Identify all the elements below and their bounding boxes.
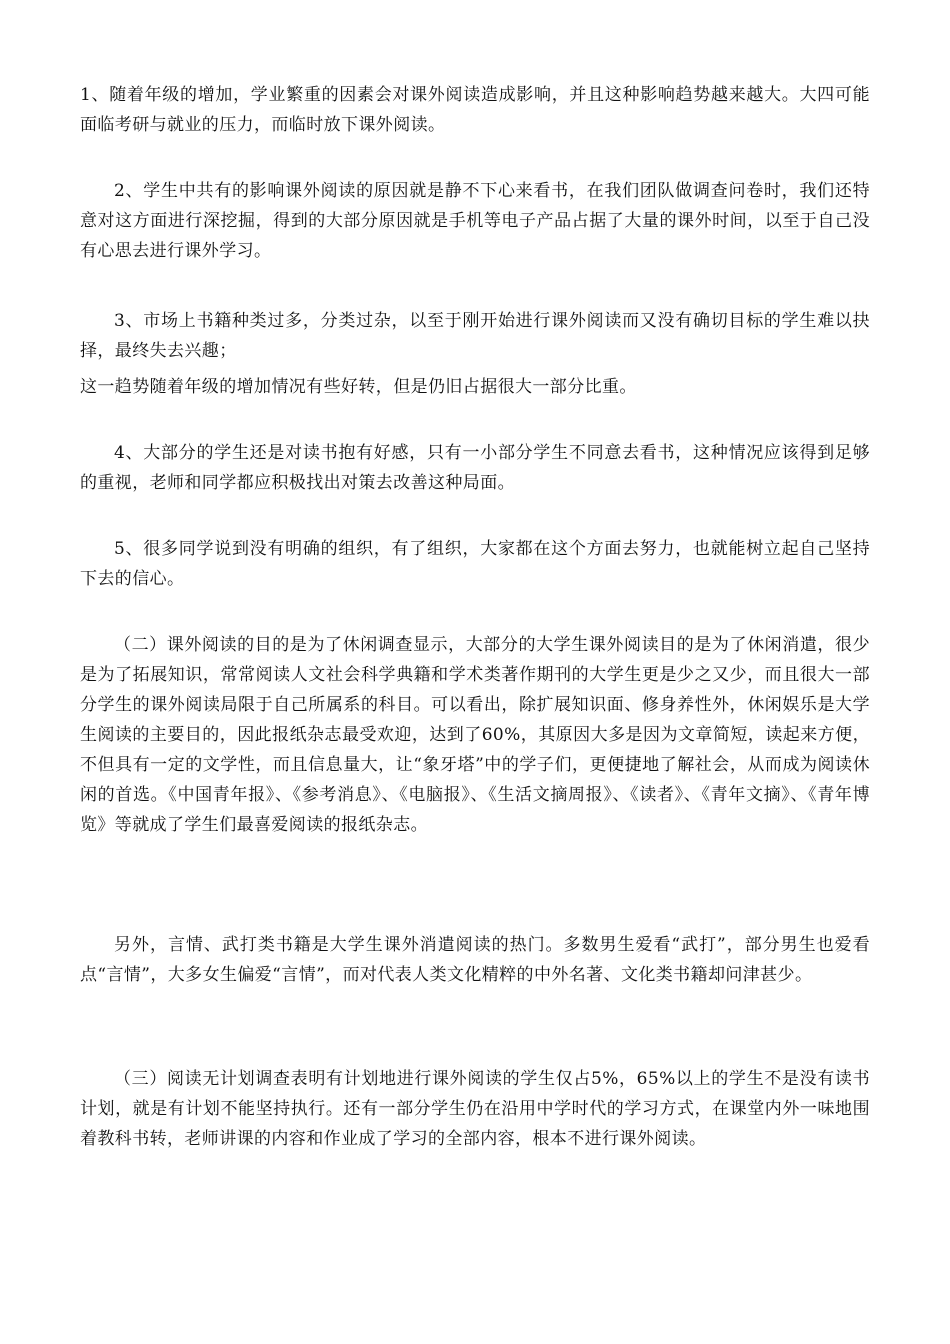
paragraph-item-4: 4、大部分的学生还是对读书抱有好感，只有一小部分学生不同意去看书，这种情况应该得到足够的重视，老师和同学都应积极找出对策去改善这种局面。 bbox=[80, 443, 870, 493]
paragraph-item-5: 5、很多同学说到没有明确的组织，有了组织，大家都在这个方面去努力，也就能树立起自己坚持下去的信心。 bbox=[80, 539, 870, 589]
section-two-paragraph: （二）课外阅读的目的是为了休闲调查显示，大部分的大学生课外阅读目的是为了休闲消遣，很少是为了拓展知识，常常阅读人文社会科学典籍和学术类著作期刊的大学生更是少之又少，而且很大一部分学生的课外阅读局限于自己所属系的科目。可以看出，除扩展知识面、修身养性外，休闲娱乐是大学生阅读的主要目的，因此报纸杂志最受欢迎，达到了60%，其原因大多是因为文章简短，读起来方便，不但具有一定的文学性，而且信息量大，让“象牙塔”中的学子们，更便捷地了解社会，从而成为阅读休闲的首选。《中国青年报》、《参考消息》、《电脑报》、《生活文摘周报》、《读者》、《青年文摘》、《青年博览》等就成了学生们最喜爱阅读的报纸杂志。 bbox=[80, 635, 870, 835]
paragraph-trend-note: 这一趋势随着年级的增加情况有些好转，但是仍旧占据很大一部分比重。 bbox=[80, 377, 637, 397]
paragraph-item-1: 1、随着年级的增加，学业繁重的因素会对课外阅读造成影响，并且这种影响趋势越来越大。大四可能面临考研与就业的压力，而临时放下课外阅读。 bbox=[80, 85, 870, 135]
paragraph-item-3: 3、市场上书籍种类过多，分类过杂，以至于刚开始进行课外阅读而又没有确切目标的学生难以抉择，最终失去兴趣； bbox=[80, 311, 870, 361]
romance-martial-paragraph: 另外，言情、武打类书籍是大学生课外消遣阅读的热门。多数男生爱看“武打”，部分男生也爱看点“言情”，大多女生偏爱“言情”，而对代表人类文化精粹的中外名著、文化类书籍却问津甚少。 bbox=[80, 935, 870, 985]
paragraph-item-2: 2、学生中共有的影响课外阅读的原因就是静不下心来看书，在我们团队做调查问卷时，我们还特意对这方面进行深挖掘，得到的大部分原因就是手机等电子产品占据了大量的课外时间，以至于自己没有心思去进行课外学习。 bbox=[80, 181, 870, 261]
section-three-paragraph: （三）阅读无计划调查表明有计划地进行课外阅读的学生仅占5%，65%以上的学生不是没有读书计划，就是有计划不能坚持执行。还有一部分学生仍在沿用中学时代的学习方式，在课堂内外一味地围着教科书转，老师讲课的内容和作业成了学习的全部内容，根本不进行课外阅读。 bbox=[80, 1069, 870, 1149]
